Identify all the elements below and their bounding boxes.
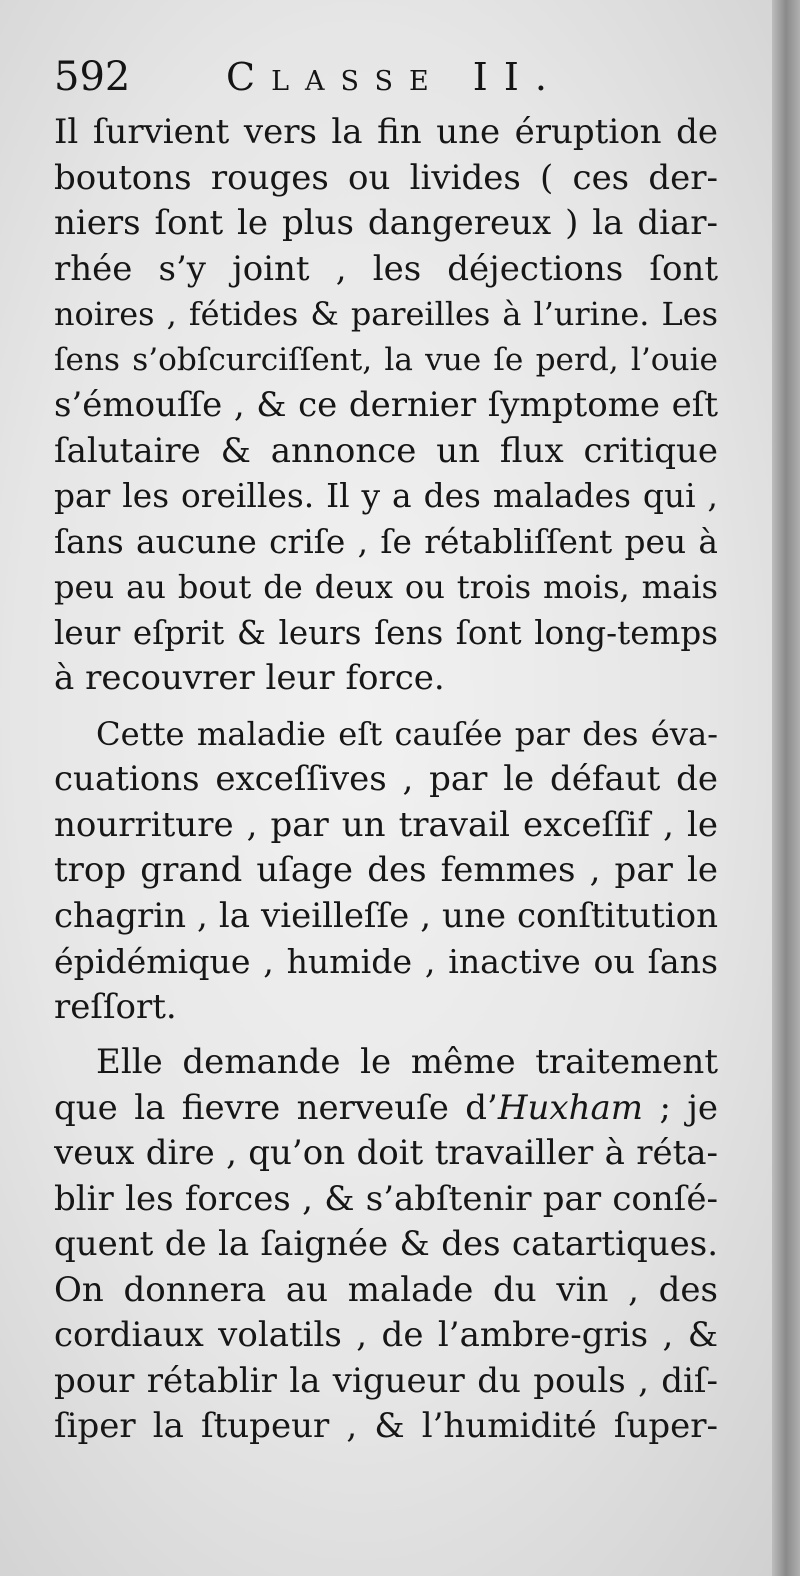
text-line: On donnera au malade du vin , des	[54, 1269, 718, 1310]
text-line: leur eſprit & leurs ſens ſont long-temps	[54, 613, 718, 652]
text-line: pour rétablir la vigueur du pouls , diſ-	[54, 1360, 718, 1401]
text-line: ſalutaire & annonce un flux critique	[54, 430, 718, 471]
text-line: trop grand uſage des femmes , par le	[54, 850, 718, 890]
text-line: ſans aucune criſe , ſe rétabliſſent peu à	[54, 522, 718, 561]
text-line: peu au bout de deux ou trois mois, mais	[54, 568, 718, 606]
text-line: Elle demande le même traitement	[96, 1042, 718, 1082]
text-line: blir les forces , & s’abſtenir par conſé-	[54, 1178, 718, 1219]
text-line: épidémique , humide , inactive ou ſans	[54, 942, 718, 981]
text-line: niers ſont le plus dangereux ) la diar-	[54, 203, 718, 243]
text-line: boutons rouges ou livides ( ces der-	[54, 157, 718, 198]
paragraph-gap	[54, 1030, 718, 1040]
text-line: reſſort.	[54, 986, 177, 1027]
page-gutter-shadow	[772, 0, 800, 1576]
text-line: veux dire , qu’on doit travailler à réta-	[54, 1133, 718, 1173]
text-line: s’émouſſe , & ce dernier ſymptome eſt	[54, 385, 718, 425]
text-line: cordiaux volatils , de l’ambre-gris , &	[54, 1315, 718, 1355]
text-line	[54, 1086, 718, 1132]
text-line: noires , fétides & pareilles à l’urine. Les	[54, 295, 718, 333]
text-fragment: que la fievre nerveuſe d’	[54, 1087, 498, 1128]
page-header	[54, 52, 734, 102]
body-text	[54, 110, 718, 1450]
text-line: Cette maladie eſt cauſée par des éva-	[96, 714, 718, 753]
text-line: par les oreilles. Il y a des malades qui ,	[54, 477, 718, 515]
text-line: rhée s’y joint , les déjections ſont	[54, 248, 718, 289]
text-line: quent de la ſaignée & des catartiques.	[54, 1224, 718, 1264]
text-line: ſens s’obſcurciſſent, la vue ſe perd, l’ouie	[54, 341, 718, 378]
text-line: nourriture , par un travail exceſſif , le	[54, 804, 718, 845]
text-line: ſiper la ſtupeur , & l’humidité ſuper-	[54, 1406, 718, 1446]
page-number: 592	[54, 54, 131, 100]
running-head: Classe II.	[226, 55, 563, 99]
author-name-italic: Huxham	[497, 1087, 643, 1128]
text-line: Il ſurvient vers la fin une éruption de	[54, 112, 718, 152]
text-line: chagrin , la vieilleſſe , une conſtitution	[54, 895, 718, 936]
text-fragment: ; je	[643, 1087, 718, 1128]
text-line: à recouvrer leur force.	[54, 658, 445, 698]
text-line: cuations exceſſives , par le défaut de	[54, 759, 718, 799]
paragraph-gap	[54, 702, 718, 712]
